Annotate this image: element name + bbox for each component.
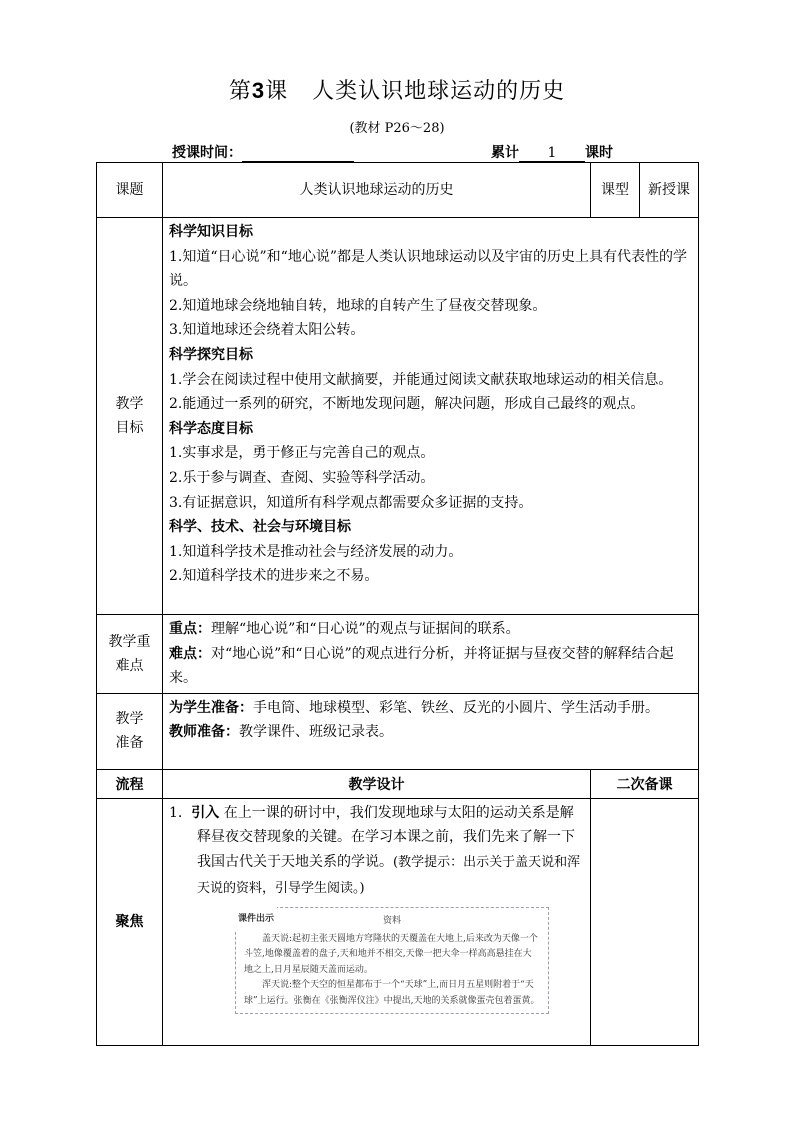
focus-label: 聚焦 xyxy=(97,798,163,1045)
title-main: 人类认识地球运动的历史 xyxy=(312,79,566,104)
callout-paragraph-huntian: 浑天说:整个天空的恒星都布于一个“天球”上,而日月五星则附着于“天球”上运行。张衡在《张衡浑仪注》中提出,天地的关系就像蛋壳包着蛋黄。 xyxy=(244,980,540,1006)
prep-teacher-text: 教学课件、班级记录表。 xyxy=(239,724,393,741)
total-unit: 课时 xyxy=(585,145,613,161)
callout-title: 资料 xyxy=(382,916,401,927)
callout-box xyxy=(235,907,549,1014)
type-label: 课型 xyxy=(591,163,640,218)
topic-value: 人类认识地球运动的历史 xyxy=(163,163,591,218)
prep-teacher-label: 教师准备： xyxy=(169,724,239,741)
focus-row xyxy=(97,798,699,1045)
goal-inquiry-2: 2.能通过一系列的研究，不断地发现问题，解决问题，形成自己最终的观点。 xyxy=(169,396,645,413)
second-prep-header: 二次备课 xyxy=(591,769,699,798)
preparation-row xyxy=(97,693,699,769)
subtitle: (教材 P26～28) xyxy=(349,121,445,136)
goal-heading-knowledge: 科学知识目标 xyxy=(169,224,253,240)
difficulty-text: 对“地心说”和“日心说”的观点进行分析，并将证据与昼夜交替的解释结合起来。 xyxy=(169,645,674,687)
key-point xyxy=(169,617,694,642)
difficulty-label: 难点： xyxy=(169,645,211,662)
total-hours-field xyxy=(491,142,613,162)
callout-paragraph-gaitian: 盖天说:起初主张天圆地方穹隆状的天覆盖在大地上,后来改为天像一个斗笠,地像覆盖着的盘子,天和地并不相交,天像一把大伞一样高高悬挂在大地之上,日月星辰随天盖而运动。 xyxy=(244,933,538,975)
goal-knowledge-1: 1.知道“日心说”和“地心说”都是人类认识地球运动以及宇宙的历史上具有代表性的学说。 xyxy=(169,248,687,290)
class-time-blank xyxy=(242,147,354,162)
lesson-plan-table xyxy=(96,162,699,1046)
prep-teacher xyxy=(169,720,694,745)
design-header: 教学设计 xyxy=(163,769,591,798)
class-time-field xyxy=(172,142,354,162)
focus-teaching-hint: (教学提示：出示关于盖天说和浑天说的资料，引导学生阅读。) xyxy=(197,854,581,896)
title-prefix: 第 xyxy=(228,79,252,104)
goal-attitude-3: 3.有证据意识，知道所有科学观点都需要众多证据的支持。 xyxy=(169,494,533,511)
preparation-label: 教学准备 xyxy=(97,693,163,769)
goals-content xyxy=(163,218,699,615)
focus-intro-label: 引入 xyxy=(191,804,220,821)
courseware-callout xyxy=(235,907,549,1014)
goal-sts-1: 1.知道科学技术是推动社会与经济发展的动力。 xyxy=(169,543,463,560)
goals-row xyxy=(97,218,699,615)
focus-intro xyxy=(169,801,586,901)
total-value: 1 xyxy=(519,145,585,162)
goal-sts-2: 2.知道科学技术的进步来之不易。 xyxy=(169,568,379,585)
total-label: 累计 xyxy=(491,145,519,161)
goal-inquiry-1: 1.学会在阅读过程中使用文献摘要，并能通过阅读文献获取地球运动的相关信息。 xyxy=(169,371,673,388)
goals-label: 教学目标 xyxy=(97,218,163,615)
key-points-content xyxy=(163,615,699,694)
goal-knowledge-3: 3.知道地球还会绕着太阳公转。 xyxy=(169,322,365,339)
key-point-label: 重点： xyxy=(169,621,211,637)
prep-student xyxy=(169,696,694,721)
class-time-label: 授课时间： xyxy=(172,145,242,161)
title-lesson-number: 3 xyxy=(251,78,266,103)
key-points-row xyxy=(97,615,699,694)
goal-attitude-1: 1.实事求是，勇于修正与完善自己的观点。 xyxy=(169,445,435,462)
prep-student-label: 为学生准备： xyxy=(169,699,253,716)
goal-heading-attitude: 科学态度目标 xyxy=(169,420,253,437)
goal-heading-inquiry: 科学探究目标 xyxy=(169,346,253,363)
goal-knowledge-2: 2.知道地球会绕地轴自转，地球的自转产生了昼夜交替现象。 xyxy=(169,297,547,314)
goal-attitude-2: 2.乐于参与调查、查阅、实验等科学活动。 xyxy=(169,469,435,486)
column-header-row xyxy=(97,769,699,798)
focus-intro-text: 在上一课的研讨中，我们发现地球与太阳的运动关系是解释昼夜交替现象的关键。在学习本课之前，我们先来了解一下我国古代关于天地关系的学说。 xyxy=(197,804,575,870)
title-lesson-suffix: 课 xyxy=(265,79,289,104)
topic-label: 课题 xyxy=(97,163,163,218)
page-title xyxy=(0,74,794,105)
topic-row xyxy=(97,163,699,218)
key-point-text: 理解“地心说”和“日心说”的观点与证据间的联系。 xyxy=(211,621,520,637)
type-value: 新授课 xyxy=(640,163,699,218)
preparation-content xyxy=(163,693,699,769)
flow-header: 流程 xyxy=(97,769,163,798)
focus-content xyxy=(163,798,591,1045)
callout-tab: 课件出示 xyxy=(235,907,277,932)
second-prep-cell xyxy=(591,798,699,1045)
prep-student-text: 手电筒、地球模型、彩笔、铁丝、反光的小圆片、学生活动手册。 xyxy=(253,699,659,716)
difficulty xyxy=(169,642,694,691)
key-points-label: 教学重难点 xyxy=(97,615,163,694)
goal-heading-sts: 科学、技术、社会与环境目标 xyxy=(169,519,351,536)
focus-number: 1. xyxy=(169,804,183,821)
